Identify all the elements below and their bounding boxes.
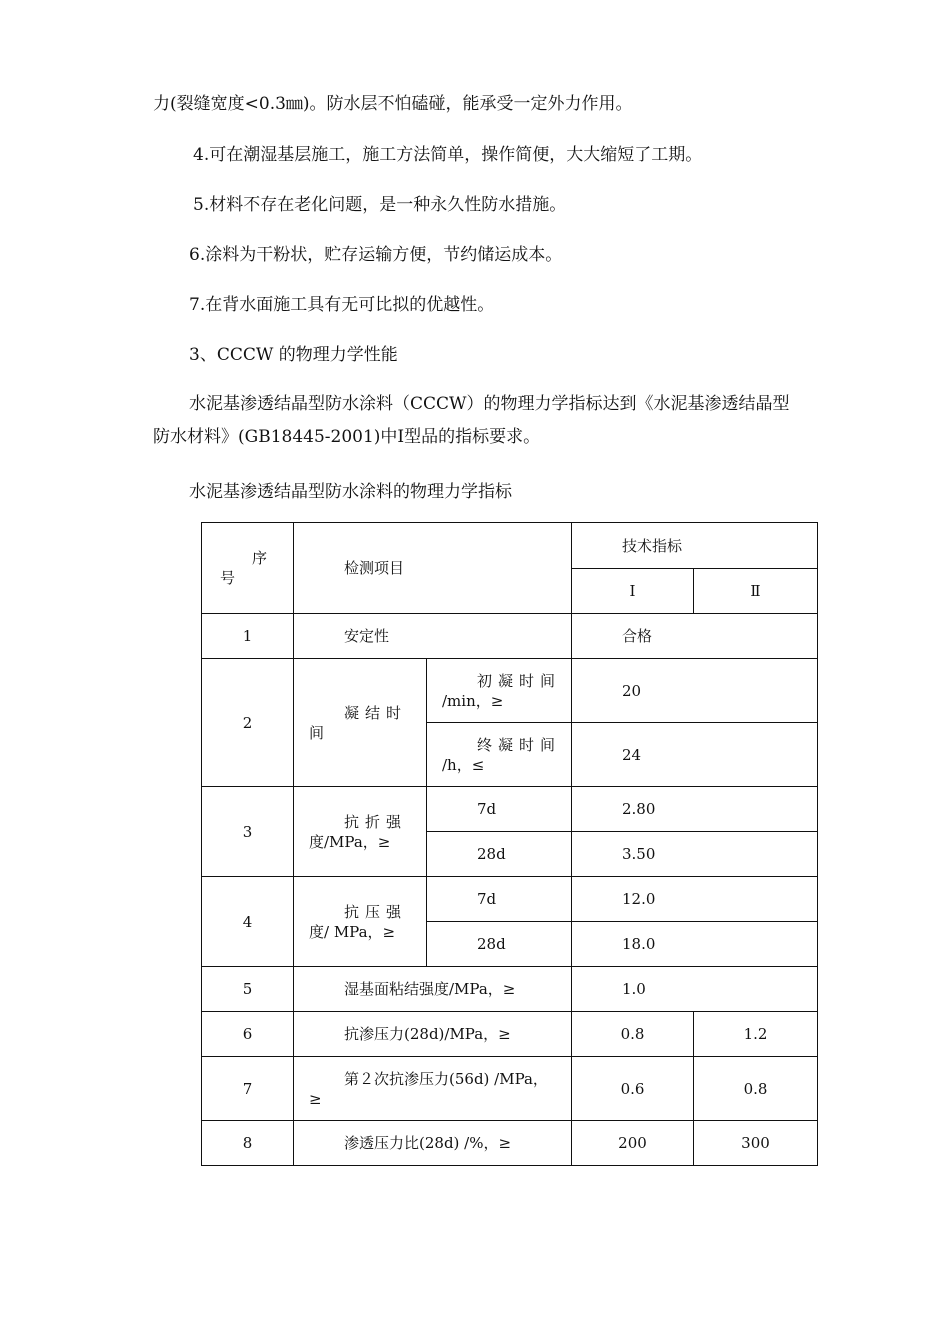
row-item: 湿基面粘结强度/MPa，≥ bbox=[294, 967, 572, 1012]
row-item-line-2: 间 bbox=[309, 723, 325, 742]
header-seq-top: 序 bbox=[252, 549, 268, 567]
paragraph-item-6: 6.涂料为干粉状，贮存运输方便，节约储运成本。 bbox=[189, 245, 563, 265]
row-item bbox=[294, 787, 427, 877]
row-subitem: 28d bbox=[427, 832, 572, 877]
row-subitem-line-2: /min，≥ bbox=[442, 691, 504, 710]
table-row bbox=[202, 1057, 818, 1121]
row-value-2: 300 bbox=[694, 1121, 818, 1166]
row-subitem: 28d bbox=[427, 922, 572, 967]
row-value-1: 18.0 bbox=[572, 922, 818, 967]
row-value-1: 200 bbox=[572, 1121, 694, 1166]
row-no: 7 bbox=[202, 1057, 294, 1121]
row-subitem bbox=[427, 659, 572, 723]
row-item: 安定性 bbox=[294, 614, 572, 659]
row-item bbox=[294, 659, 427, 787]
row-value-2: 0.8 bbox=[694, 1057, 818, 1121]
row-item-line-2: 度/ MPa，≥ bbox=[309, 922, 396, 941]
paragraph-item-5: 5.材料不存在老化问题，是一种永久性防水措施。 bbox=[193, 195, 567, 215]
header-seq-bottom: 号 bbox=[220, 569, 236, 587]
row-item: 渗透压力比(28d) /%，≥ bbox=[294, 1121, 572, 1166]
row-value-2: 1.2 bbox=[694, 1012, 818, 1057]
row-no: 6 bbox=[202, 1012, 294, 1057]
row-item-line-1: 第２次抗渗压力(56d) /MPa， bbox=[344, 1069, 548, 1088]
row-item bbox=[294, 1057, 572, 1121]
row-value-1: 20 bbox=[572, 659, 818, 723]
row-item-line-1: 凝结时 bbox=[344, 703, 408, 722]
row-subitem-line-2: /h，≤ bbox=[442, 755, 485, 774]
header-item: 检测项目 bbox=[294, 523, 572, 614]
table-row bbox=[202, 614, 818, 659]
row-subitem: 7d bbox=[427, 877, 572, 922]
paragraph-item-7: 7.在背水面施工具有无可比拟的优越性。 bbox=[189, 295, 495, 315]
table-row bbox=[202, 967, 818, 1012]
row-item: 抗渗压力(28d)/MPa，≥ bbox=[294, 1012, 572, 1057]
row-item-line-1: 抗折强 bbox=[344, 812, 408, 831]
paragraph-intro: 水泥基渗透结晶型防水涂料（CCCW）的物理力学指标达到《水泥基渗透结晶型防水材料》(GB18445-2001)中Ⅰ型品的指标要求。 bbox=[153, 394, 790, 447]
row-no: 4 bbox=[202, 877, 294, 967]
row-no: 8 bbox=[202, 1121, 294, 1166]
row-value-1: 12.0 bbox=[572, 877, 818, 922]
row-no: 2 bbox=[202, 659, 294, 787]
row-no: 3 bbox=[202, 787, 294, 877]
row-subitem: 7d bbox=[427, 787, 572, 832]
row-item-line-2: 度/MPa，≥ bbox=[309, 832, 391, 851]
row-value-1: 0.6 bbox=[572, 1057, 694, 1121]
row-value-1: 0.8 bbox=[572, 1012, 694, 1057]
row-item bbox=[294, 877, 427, 967]
table-row bbox=[202, 1012, 818, 1057]
paragraph-item-4: 4.可在潮湿基层施工，施工方法简单，操作简便，大大缩短了工期。 bbox=[193, 145, 703, 165]
row-item-line-1: 抗压强 bbox=[344, 902, 408, 921]
row-no: 1 bbox=[202, 614, 294, 659]
row-subitem bbox=[427, 723, 572, 787]
table-caption: 水泥基渗透结晶型防水涂料的物理力学指标 bbox=[189, 482, 512, 502]
row-subitem-line-1: 终凝时间 bbox=[477, 735, 562, 754]
table-row bbox=[202, 787, 818, 832]
table-row bbox=[202, 1121, 818, 1166]
row-subitem-line-1: 初凝时间 bbox=[477, 671, 562, 690]
row-value-1: 24 bbox=[572, 723, 818, 787]
section-heading-3: 3、CCCW 的物理力学性能 bbox=[189, 345, 398, 365]
paragraph-crack-width: 力(裂缝宽度<0.3㎜)。防水层不怕磕碰，能承受一定外力作用。 bbox=[153, 94, 633, 114]
table-header-row bbox=[202, 523, 818, 569]
header-type-2: Ⅱ bbox=[694, 569, 818, 614]
header-type-1: Ⅰ bbox=[572, 569, 694, 614]
row-value-1: 3.50 bbox=[572, 832, 818, 877]
row-value-1: 2.80 bbox=[572, 787, 818, 832]
header-seq-cell bbox=[202, 523, 294, 614]
table-row bbox=[202, 877, 818, 922]
header-spec: 技术指标 bbox=[572, 523, 818, 569]
row-value-1: 合格 bbox=[572, 614, 818, 659]
row-no: 5 bbox=[202, 967, 294, 1012]
properties-table bbox=[201, 522, 818, 1166]
row-value-1: 1.0 bbox=[572, 967, 818, 1012]
row-item-line-2: ≥ bbox=[309, 1089, 322, 1108]
table-row bbox=[202, 659, 818, 723]
